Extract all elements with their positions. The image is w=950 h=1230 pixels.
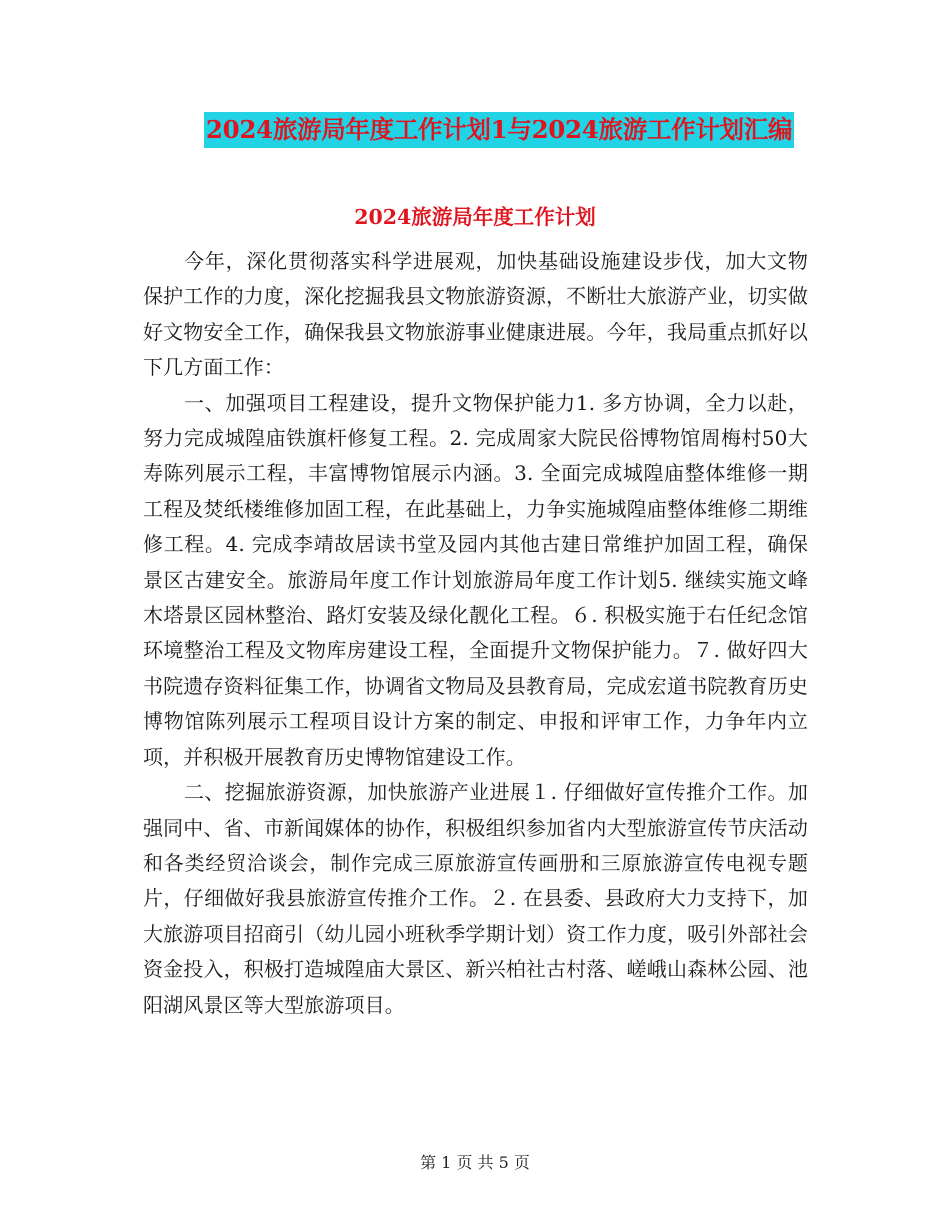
paragraph-project-construction: 一、加强项目工程建设，提升文物保护能力1. 多方协调，全力以赴，努力完成城隍庙铁旗杆修复工程。2. 完成周家大院民俗博物馆周梅村50大寿陈列展示工程，丰富博物馆展示内涵。3. 全面完成城隍庙整体维修一期工程及焚纸楼维修加固工程，在此基础上，力争实施城隍庙整体维修二期维修工程。4. 完成李靖故居读书堂及园内其他古建日常维护加固工程，确保景区古建安全。旅游局年度工作计划旅游局年度工作计划5. 继续实施文峰木塔景区园林整治、路灯安装及绿化靓化工程。６. 积极实施于右任纪念馆环境整治工程及文物库房建设工程，全面提升文物保护能力。７. 做好四大书院遗存资料征集工作，协调省文物局及县教育局，完成宏道书院教育历史博物馆陈列展示工程项目设计方案的制定、申报和评审工作，力争年内立项，并积极开展教育历史博物馆建设工作。 xyxy=(143,390,808,769)
paragraph-intro: 今年，深化贯彻落实科学进展观，加快基础设施建设步伐，加大文物保护工作的力度，深化挖掘我县文物旅游资源，不断壮大旅游产业，切实做好文物安全工作，确保我县文物旅游事业健康进展。今年，我局重点抓好以下几方面工作： xyxy=(143,249,808,380)
document-title: 2024旅游局年度工作计划1与2024旅游工作计划汇编 xyxy=(204,112,794,148)
document-body xyxy=(143,244,808,1023)
page-footer: 第 1 页 共 5 页 xyxy=(420,1153,530,1172)
paragraph-tourism-resources: 二、挖掘旅游资源，加快旅游产业进展１. 仔细做好宣传推介工作。加强同中、省、市新闻媒体的协作，积极组织参加省内大型旅游宣传节庆活动和各类经贸洽谈会，制作完成三原旅游宣传画册和三原旅游宣传电视专题片，仔细做好我县旅游宣传推介工作。２. 在县委、县政府大力支持下，加大旅游项目招商引（幼儿园小班秋季学期计划）资工作力度，吸引外部社会资金投入，积极打造城隍庙大景区、新兴柏社古村落、嵯峨山森林公园、池阳湖风景区等大型旅游项目。 xyxy=(143,780,808,1017)
section-title: 2024旅游局年度工作计划 xyxy=(354,205,596,229)
document-title-row xyxy=(0,112,950,148)
